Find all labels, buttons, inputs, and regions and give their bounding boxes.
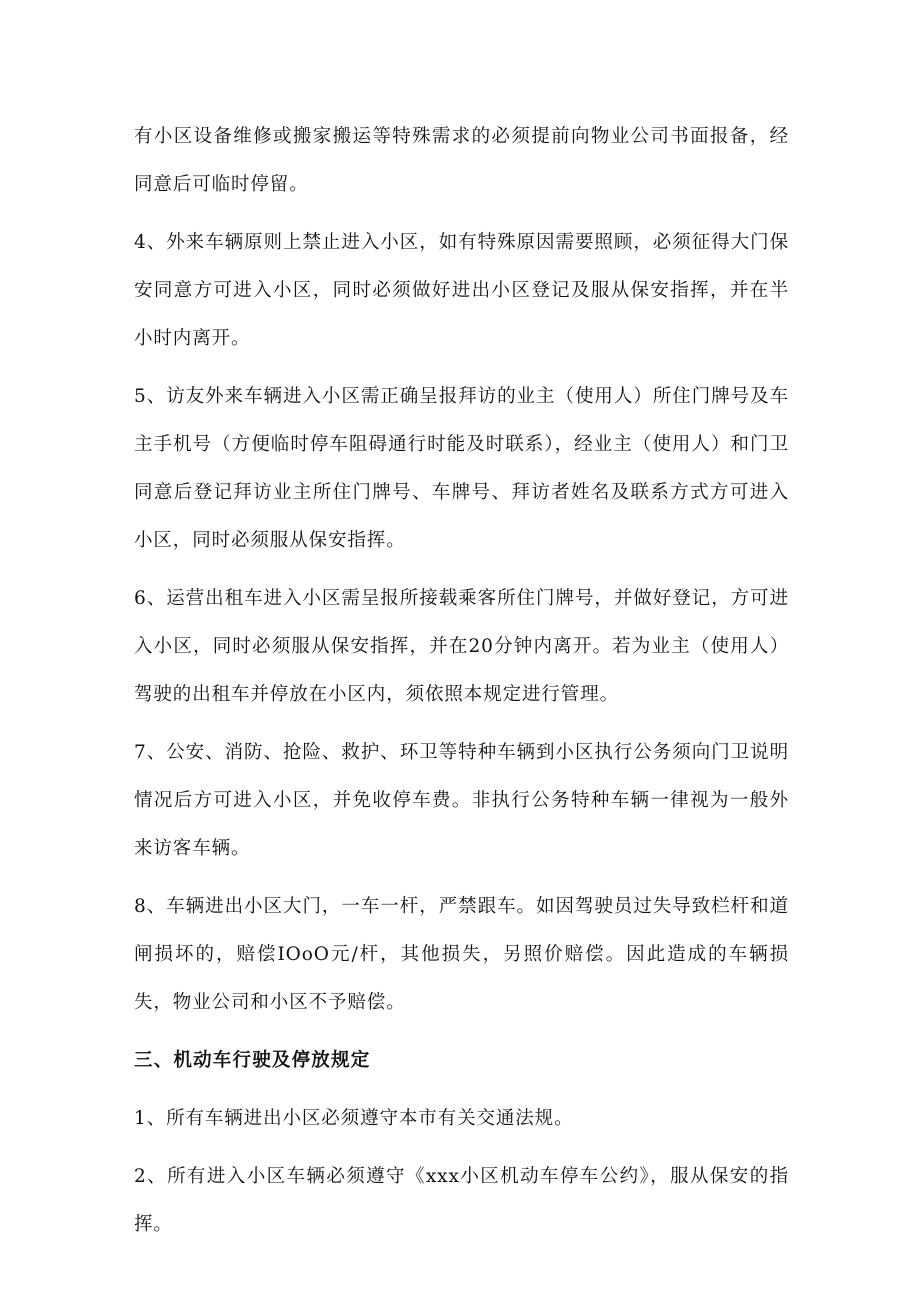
paragraph-rule-7: 7、公安、消防、抢险、救护、环卫等特种车辆到小区执行公务须向门卫说明情况后方可进入小区，并免收停车费。非执行公务特种车辆一律视为一般外来访客车辆。 (134, 742, 789, 859)
paragraph-rule-4: 4、外来车辆原则上禁止进入小区，如有特殊原因需要照顾，必须征得大门保安同意方可进入小区，同时必须做好进出小区登记及服从保安指挥，并在半小时内离开。 (134, 232, 789, 349)
paragraph-rule-6: 6、运营出租车进入小区需呈报所接载乘客所住门牌号，并做好登记，方可进入小区，同时必须服从保安指挥，并在20分钟内离开。若为业主（使用人）驾驶的出租车并停放在小区内，须依照本规定进行管理。 (134, 588, 789, 705)
paragraph-rule-8: 8、车辆进出小区大门，一车一杆，严禁跟车。如因驾驶员过失导致栏杆和道闸损坏的，赔偿IOoO元/杆，其他损失，另照价赔偿。因此造成的车辆损失，物业公司和小区不予赔偿。 (134, 896, 789, 1013)
paragraph-rule-5: 5、访友外来车辆进入小区需正确呈报拜访的业主（使用人）所住门牌号及车主手机号（方便临时停车阻碍通行时能及时联系），经业主（使用人）和门卫同意后登记拜访业主所住门牌号、车牌号、拜访者姓名及联系方式方可进入小区，同时必须服从保安指挥。 (134, 386, 789, 551)
document-page (134, 113, 789, 1259)
section-paragraph-1: 1、所有车辆进出小区必须遵守本市有关交通法规。 (134, 1108, 574, 1129)
section-heading: 三、机动车行驶及停放规定 (134, 1050, 371, 1071)
paragraph-continuation: 有小区设备维修或搬家搬运等特殊需求的必须提前向物业公司书面报备，经同意后可临时停留。 (134, 126, 789, 195)
section-paragraph-2: 2、所有进入小区车辆必须遵守《xxx小区机动车停车公约》，服从保安的指挥。 (134, 1166, 789, 1235)
